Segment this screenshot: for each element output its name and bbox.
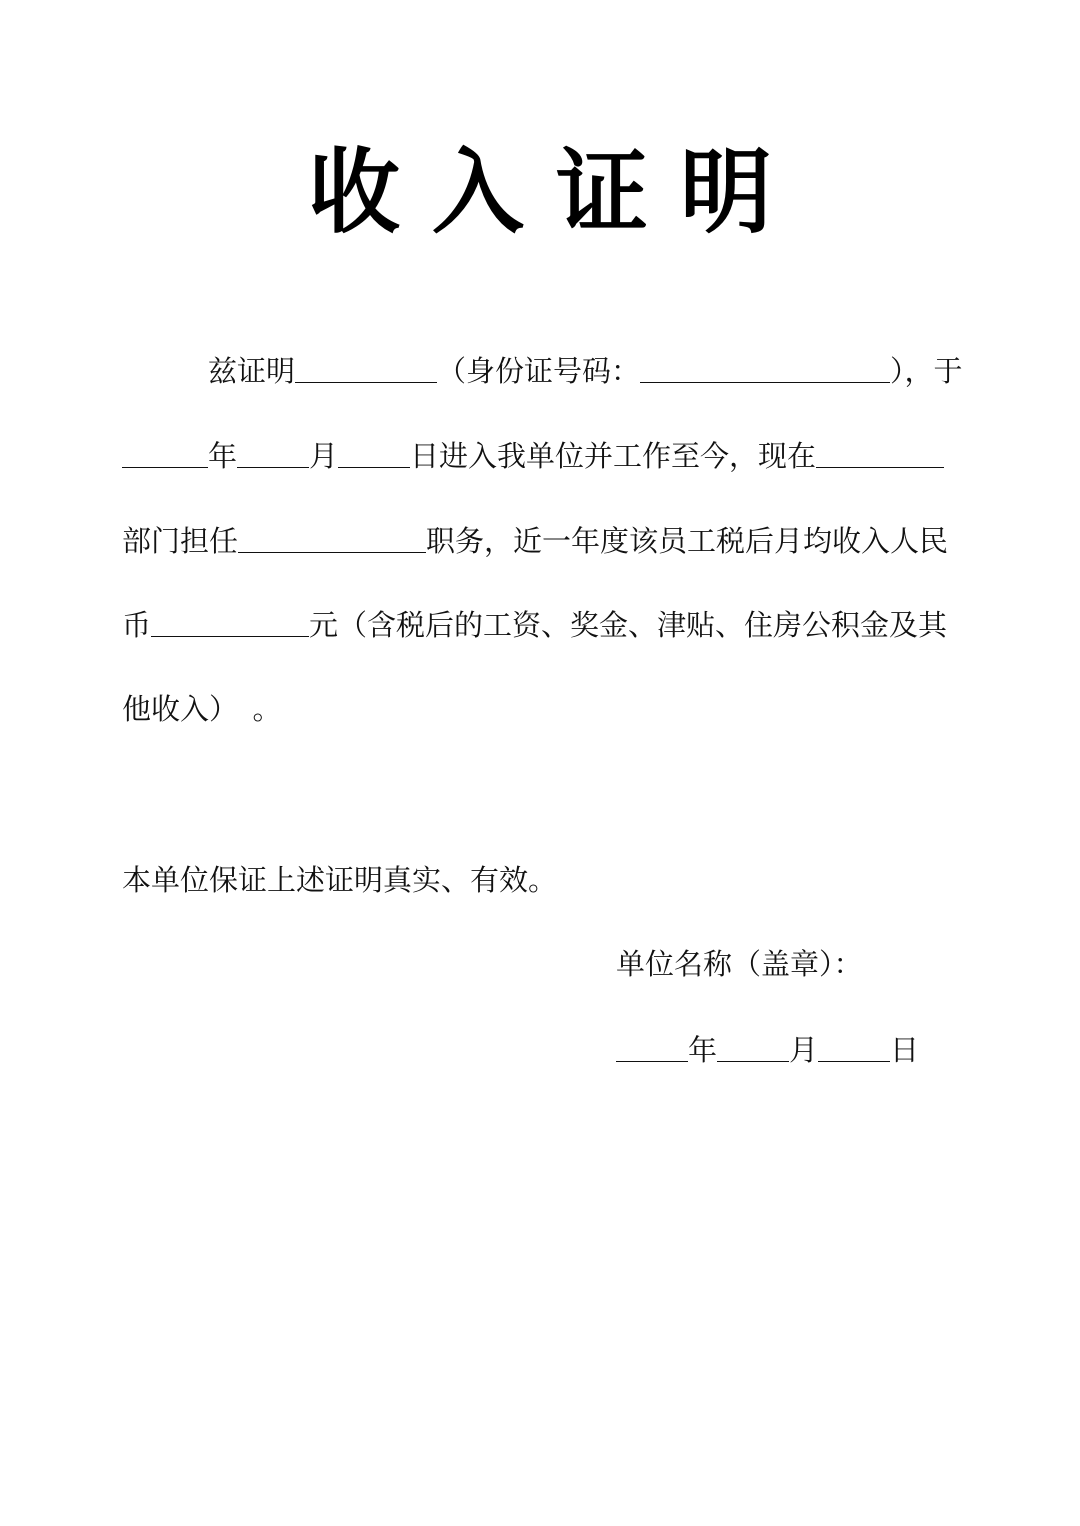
body-line-4	[122, 604, 947, 644]
body-line-2	[122, 435, 944, 475]
sign-month-blank[interactable]	[717, 1031, 789, 1062]
join-year-blank[interactable]	[122, 437, 208, 468]
body-line-1	[208, 350, 963, 390]
month-label: 月	[309, 439, 339, 473]
year-label: 年	[208, 439, 238, 473]
income-blank[interactable]	[151, 606, 309, 637]
department-blank[interactable]	[816, 437, 944, 468]
other-income-text: 他收入） 。	[122, 692, 282, 726]
department-label: 部门担任	[122, 524, 239, 558]
join-text: 日进入我单位并工作至今，现在	[410, 439, 817, 473]
body-line-3	[122, 520, 948, 560]
position-text: 职务，近一年度该员工税后月均收入人民	[426, 524, 949, 558]
sign-month-label: 月	[789, 1033, 819, 1067]
position-blank[interactable]	[238, 522, 426, 553]
id-number-blank[interactable]	[640, 352, 890, 383]
signature-date	[616, 1029, 919, 1069]
sign-day-label: 日	[890, 1033, 920, 1067]
income-detail-text: 元（含税后的工资、奖金、津贴、住房公积金及其	[309, 608, 948, 642]
id-number-label: （身份证号码：	[437, 354, 641, 388]
name-blank[interactable]	[295, 352, 437, 383]
certify-text: 兹证明	[208, 354, 296, 388]
sign-year-blank[interactable]	[616, 1031, 688, 1062]
at-text: ），于	[890, 354, 963, 388]
join-month-blank[interactable]	[237, 437, 309, 468]
join-day-blank[interactable]	[338, 437, 410, 468]
body-line-5	[122, 689, 282, 729]
currency-label: 币	[122, 608, 152, 642]
sign-year-label: 年	[688, 1033, 718, 1067]
document-title: 收入证明	[307, 139, 804, 246]
company-seal-label: 单位名称（盖章）：	[616, 947, 863, 981]
guarantee-statement: 本单位保证上述证明真实、有效。	[122, 863, 558, 897]
sign-day-blank[interactable]	[818, 1031, 890, 1062]
